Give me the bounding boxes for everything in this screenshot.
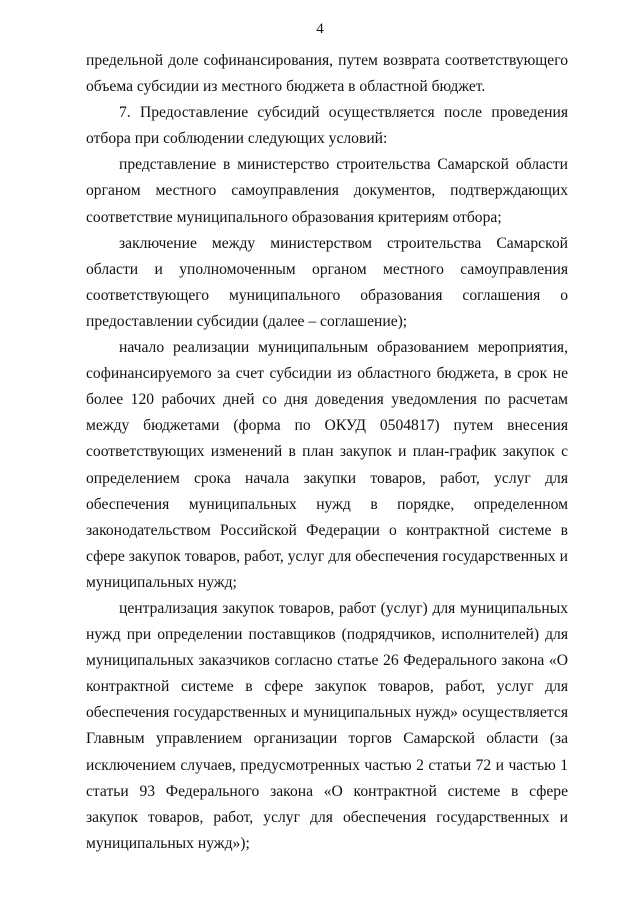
paragraph-condition-implementation: начало реализации муниципальным образованием мероприятия, софинансируемого за счет субсидии из областного бюджета, в срок не более 120 рабочих дней со дня доведения уведомления по расчетам между бюджетами (форма по ОКУД 0504817) путем внесения соответствующих изменений в план закупок и план-график закупок с определением срока начала закупки товаров, работ, услуг для обеспечения муниципальных нужд в порядке, определенном законодательством Российской Федерации о контрактной системе в сфере закупок товаров, работ, услуг для обеспечения государственных и муниципальных нужд; [86, 339, 568, 591]
paragraph-item-7: 7. Предоставление субсидий осуществляется после проведения отбора при соблюдении следующих условий: [86, 104, 568, 148]
paragraph-condition-centralization: централизация закупок товаров, работ (услуг) для муниципальных нужд при определении поставщиков (подрядчиков, исполнителей) для муниципальных заказчиков согласно статье 26 Федерального закона «О контрактной системе в сфере закупок товаров, работ, услуг для обеспечения государственных и муниципальных нужд» осуществляется Главным управлением организации торгов Самарской области (за исключением случаев, предусмотренных частью 2 статьи 72 и частью 1 статьи 93 Федерального закона «О контрактной системе в сфере закупок товаров, работ, услуг для обеспечения государственных и муниципальных нужд»); [86, 599, 568, 852]
page-number: 4 [316, 21, 324, 37]
paragraph-condition-documents: представление в министерство строительства Самарской области органом местного самоуправления документов, подтверждающих соответствие муниципального образования критериям отбора; [86, 156, 568, 226]
paragraph-condition-agreement: заключение между министерством строительства Самарской области и уполномоченным органом местного самоуправления соответствующего муниципального образования соглашения о предоставлении субсидии (далее – соглашение); [86, 234, 568, 330]
document-body [86, 48, 568, 857]
paragraph-subsidy-return: предельной доле софинансирования, путем возврата соответствующего объема субсидии из местного бюджета в областной бюджет. [86, 52, 568, 96]
